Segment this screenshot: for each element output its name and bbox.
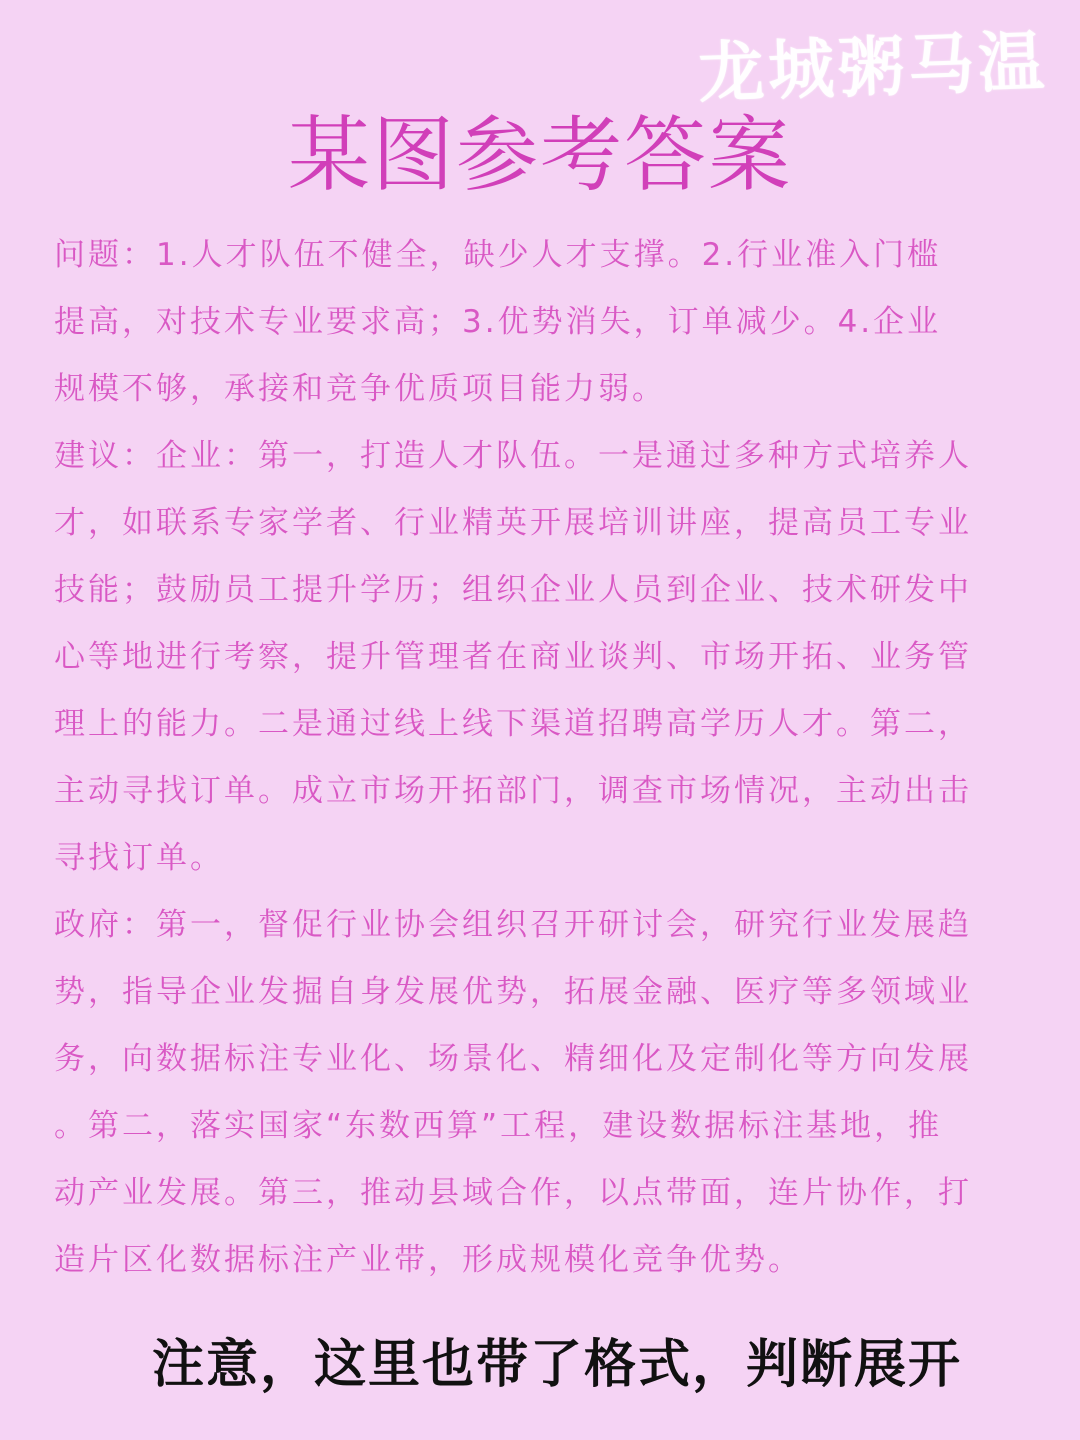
answer-body <box>54 222 1030 1294</box>
answer-line: 主动寻找订单。成立市场开拓部门，调查市场情况，主动出击 <box>54 773 972 809</box>
answer-line: 才，如联系专家学者、行业精英开展培训讲座，提高员工专业 <box>54 505 972 541</box>
answer-line: 造片区化数据标注产业带，形成规模化竞争优势。 <box>54 1242 802 1278</box>
answer-line: 理上的能力。二是通过线上线下渠道招聘高学历人才。第二， <box>54 706 972 742</box>
answer-line: 心等地进行考察，提升管理者在商业谈判、市场开拓、业务管 <box>54 639 972 675</box>
answer-line: 建议：企业：第一，打造人才队伍。一是通过多种方式培养人 <box>54 438 972 474</box>
answer-line: 规模不够，承接和竞争优质项目能力弱。 <box>54 371 666 407</box>
note-text: 注意，这里也带了格式，判断展开 <box>152 1335 963 1395</box>
answer-line: 提高，对技术专业要求高；3.优势消失，订单减少。4.企业 <box>54 304 942 340</box>
answer-line: 势，指导企业发掘自身发展优势，拓展金融、医疗等多领域业 <box>54 974 972 1010</box>
page-title: 某图参考答案 <box>287 108 792 203</box>
answer-line: 寻找订单。 <box>54 840 224 876</box>
answer-line: 。第二，落实国家“东数西算”工程，建设数据标注基地，推 <box>54 1108 943 1144</box>
answer-line: 务，向数据标注专业化、场景化、精细化及定制化等方向发展 <box>54 1041 972 1077</box>
answer-line: 动产业发展。第三，推动县域合作，以点带面，连片协作，打 <box>54 1175 972 1211</box>
answer-line: 技能；鼓励员工提升学历；组织企业人员到企业、技术研发中 <box>54 572 972 608</box>
answer-line: 政府：第一，督促行业协会组织召开研讨会，研究行业发展趋 <box>54 907 972 943</box>
watermark: 龙城粥马温 <box>696 21 1050 113</box>
answer-line: 问题：1.人才队伍不健全，缺少人才支撑。2.行业准入门槛 <box>54 237 942 273</box>
